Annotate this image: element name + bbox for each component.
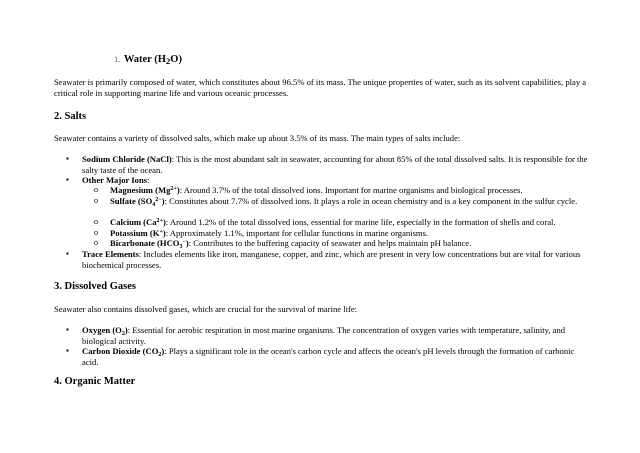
bullet-icon: ▪ bbox=[66, 175, 69, 184]
bullet-icon: ▪ bbox=[66, 346, 69, 355]
heading-number: 1. bbox=[114, 54, 121, 64]
list-item-trace-elements: Trace Elements: Includes elements like iron, manganese, copper, and zinc, which are present in very low concentrations but are vital for various biochemical processes. bbox=[82, 249, 581, 270]
list-item-carbon-dioxide: Carbon Dioxide $(CO_2)$: Plays a significant role in the ocean's carbon cycle and affects the ocean's pH levels through the formation of carbonic acid. bbox=[82, 346, 575, 367]
list-item-calcium: Calcium $(Ca^{2+})$: Around 1.2% of the total dissolved ions, essential for marine life, especially in the formation of shells and coral. bbox=[110, 217, 556, 227]
sub-bullet-icon: o bbox=[94, 185, 98, 194]
heading-dissolved-gases: 3. Dissolved Gases bbox=[54, 281, 136, 292]
heading-salts: 2. Salts bbox=[54, 111, 87, 122]
bullet-icon: ▪ bbox=[66, 249, 69, 258]
paragraph-water: Seawater is primarily composed of water, which constitutes about 96.5% of its mass. The unique properties of water, such as its solvent capabilities, play a critical role in supporting marine life and various oceanic processes. bbox=[54, 77, 587, 98]
sub-bullet-icon: o bbox=[94, 228, 98, 237]
sub-bullet-icon: o bbox=[94, 217, 98, 226]
heading-organic-matter: 4. Organic Matter bbox=[54, 376, 136, 387]
list-item-other-ions: Other Major Ions: bbox=[82, 175, 150, 185]
bullet-icon: ▪ bbox=[66, 154, 69, 163]
list-item-potassium: Potassium (K+): Approximately 1.1%, important for cellular functions in marine organisms. bbox=[110, 228, 429, 238]
heading-water: 1. Water $(H_2O)$ bbox=[114, 54, 182, 66]
sub-bullet-icon: o bbox=[94, 196, 98, 205]
list-item-magnesium: Magnesium $(Mg^{2+})$: Around 3.7% of the total dissolved ions. Important for marine organisms and biological processes. bbox=[110, 185, 523, 195]
sub-bullet-icon: o bbox=[94, 238, 98, 247]
list-item-sodium-chloride: Sodium Chloride (NaCl): This is the most abundant salt in seawater, accounting for about 85% of the total dissolved salts. It is responsible for the salty taste of the ocean. bbox=[82, 154, 588, 175]
bullet-icon: ▪ bbox=[66, 325, 69, 334]
list-item-bicarbonate: Bicarbonate $(HCO_3^-)$: Contributes to the buffering capacity of seawater and helps maintain pH balance. bbox=[110, 238, 472, 250]
paragraph-salts: Seawater contains a variety of dissolved salts, which make up about 3.5% of its mass. The main types of salts include: bbox=[54, 133, 461, 143]
list-item-oxygen: Oxygen $(O_2)$: Essential for aerobic respiration in most marine organisms. The concentration of oxygen varies with temperature, salinity, and biological activity. bbox=[82, 325, 566, 346]
paragraph-dissolved-gases: Seawater also contains dissolved gases, which are crucial for the survival of marine life: bbox=[54, 304, 358, 314]
list-item-sulfate: Sulfate $(SO_4^{2-})$: Constitutes about 7.7% of dissolved ions. It plays a role in ocean chemistry and is a key component in the sulfur cycle. bbox=[110, 196, 578, 208]
